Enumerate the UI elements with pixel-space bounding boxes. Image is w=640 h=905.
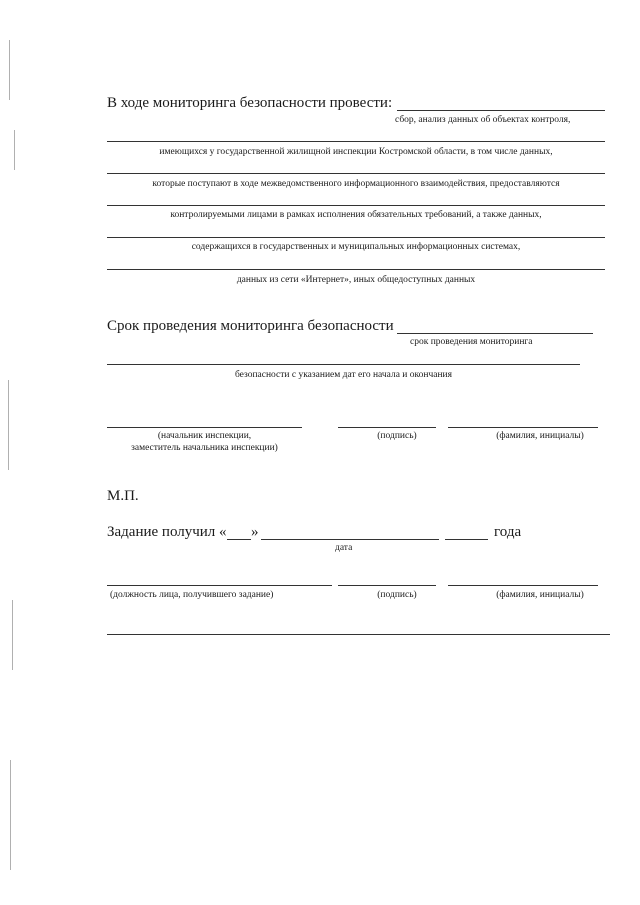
monitoring-heading: В ходе мониторинга безопасности провести: xyxy=(107,95,393,111)
name-label: (фамилия, инициалы) xyxy=(496,590,584,600)
signature-label: (подпись) xyxy=(377,431,417,441)
fill-line[interactable] xyxy=(107,205,605,206)
month-line[interactable] xyxy=(261,539,439,540)
fill-line[interactable] xyxy=(107,141,605,142)
fill-line[interactable] xyxy=(107,364,580,365)
bottom-rule xyxy=(107,634,610,635)
fill-line[interactable] xyxy=(107,237,605,238)
hint-line: которые поступают в ходе межведомственного информационного взаимодействия, предоставляются xyxy=(152,179,560,189)
signature-line[interactable] xyxy=(338,585,436,586)
fill-line[interactable] xyxy=(397,110,605,111)
period-heading: Срок проведения мониторинга безопасности xyxy=(107,318,394,334)
scan-artifact xyxy=(14,130,15,170)
hint-line: данных из сети «Интернет», иных общедоступных данных xyxy=(236,275,476,285)
hint-line: имеющихся у государственной жилищной инспекции Костромской области, в том числе данных, xyxy=(159,147,553,157)
year-line[interactable] xyxy=(445,539,488,540)
position-label: заместитель начальника инспекции) xyxy=(131,443,278,453)
position-label: (начальник инспекции, xyxy=(157,431,252,441)
fill-line[interactable] xyxy=(397,333,593,334)
name-label: (фамилия, инициалы) xyxy=(496,431,584,441)
hint-line: срок проведения мониторинга xyxy=(410,337,533,347)
quote-close: » xyxy=(251,524,259,540)
received-prefix: Задание получил « xyxy=(107,524,227,540)
hint-line: сбор, анализ данных об объектах контроля, xyxy=(395,115,571,125)
fill-line[interactable] xyxy=(107,173,605,174)
hint-line: содержащихся в государственных и муниципальных информационных системах, xyxy=(191,242,521,252)
stamp-label: М.П. xyxy=(107,488,139,504)
hint-line: безопасности с указанием дат его начала и окончания xyxy=(234,370,453,380)
position-label: (должность лица, получившего задание) xyxy=(110,590,274,600)
fill-line[interactable] xyxy=(107,269,605,270)
position-line[interactable] xyxy=(107,427,302,428)
scan-artifact xyxy=(12,600,13,670)
date-hint: дата xyxy=(335,543,353,553)
scan-artifact xyxy=(8,380,9,470)
day-line[interactable] xyxy=(227,539,251,540)
position-line[interactable] xyxy=(107,585,332,586)
name-line[interactable] xyxy=(448,427,598,428)
signature-line[interactable] xyxy=(338,427,436,428)
scan-artifact xyxy=(9,40,10,100)
scan-artifact xyxy=(10,760,11,870)
year-word: года xyxy=(494,524,522,540)
name-line[interactable] xyxy=(448,585,598,586)
hint-line: контролируемыми лицами в рамках исполнения обязательных требований, а также данных, xyxy=(170,210,542,220)
signature-label: (подпись) xyxy=(377,590,417,600)
